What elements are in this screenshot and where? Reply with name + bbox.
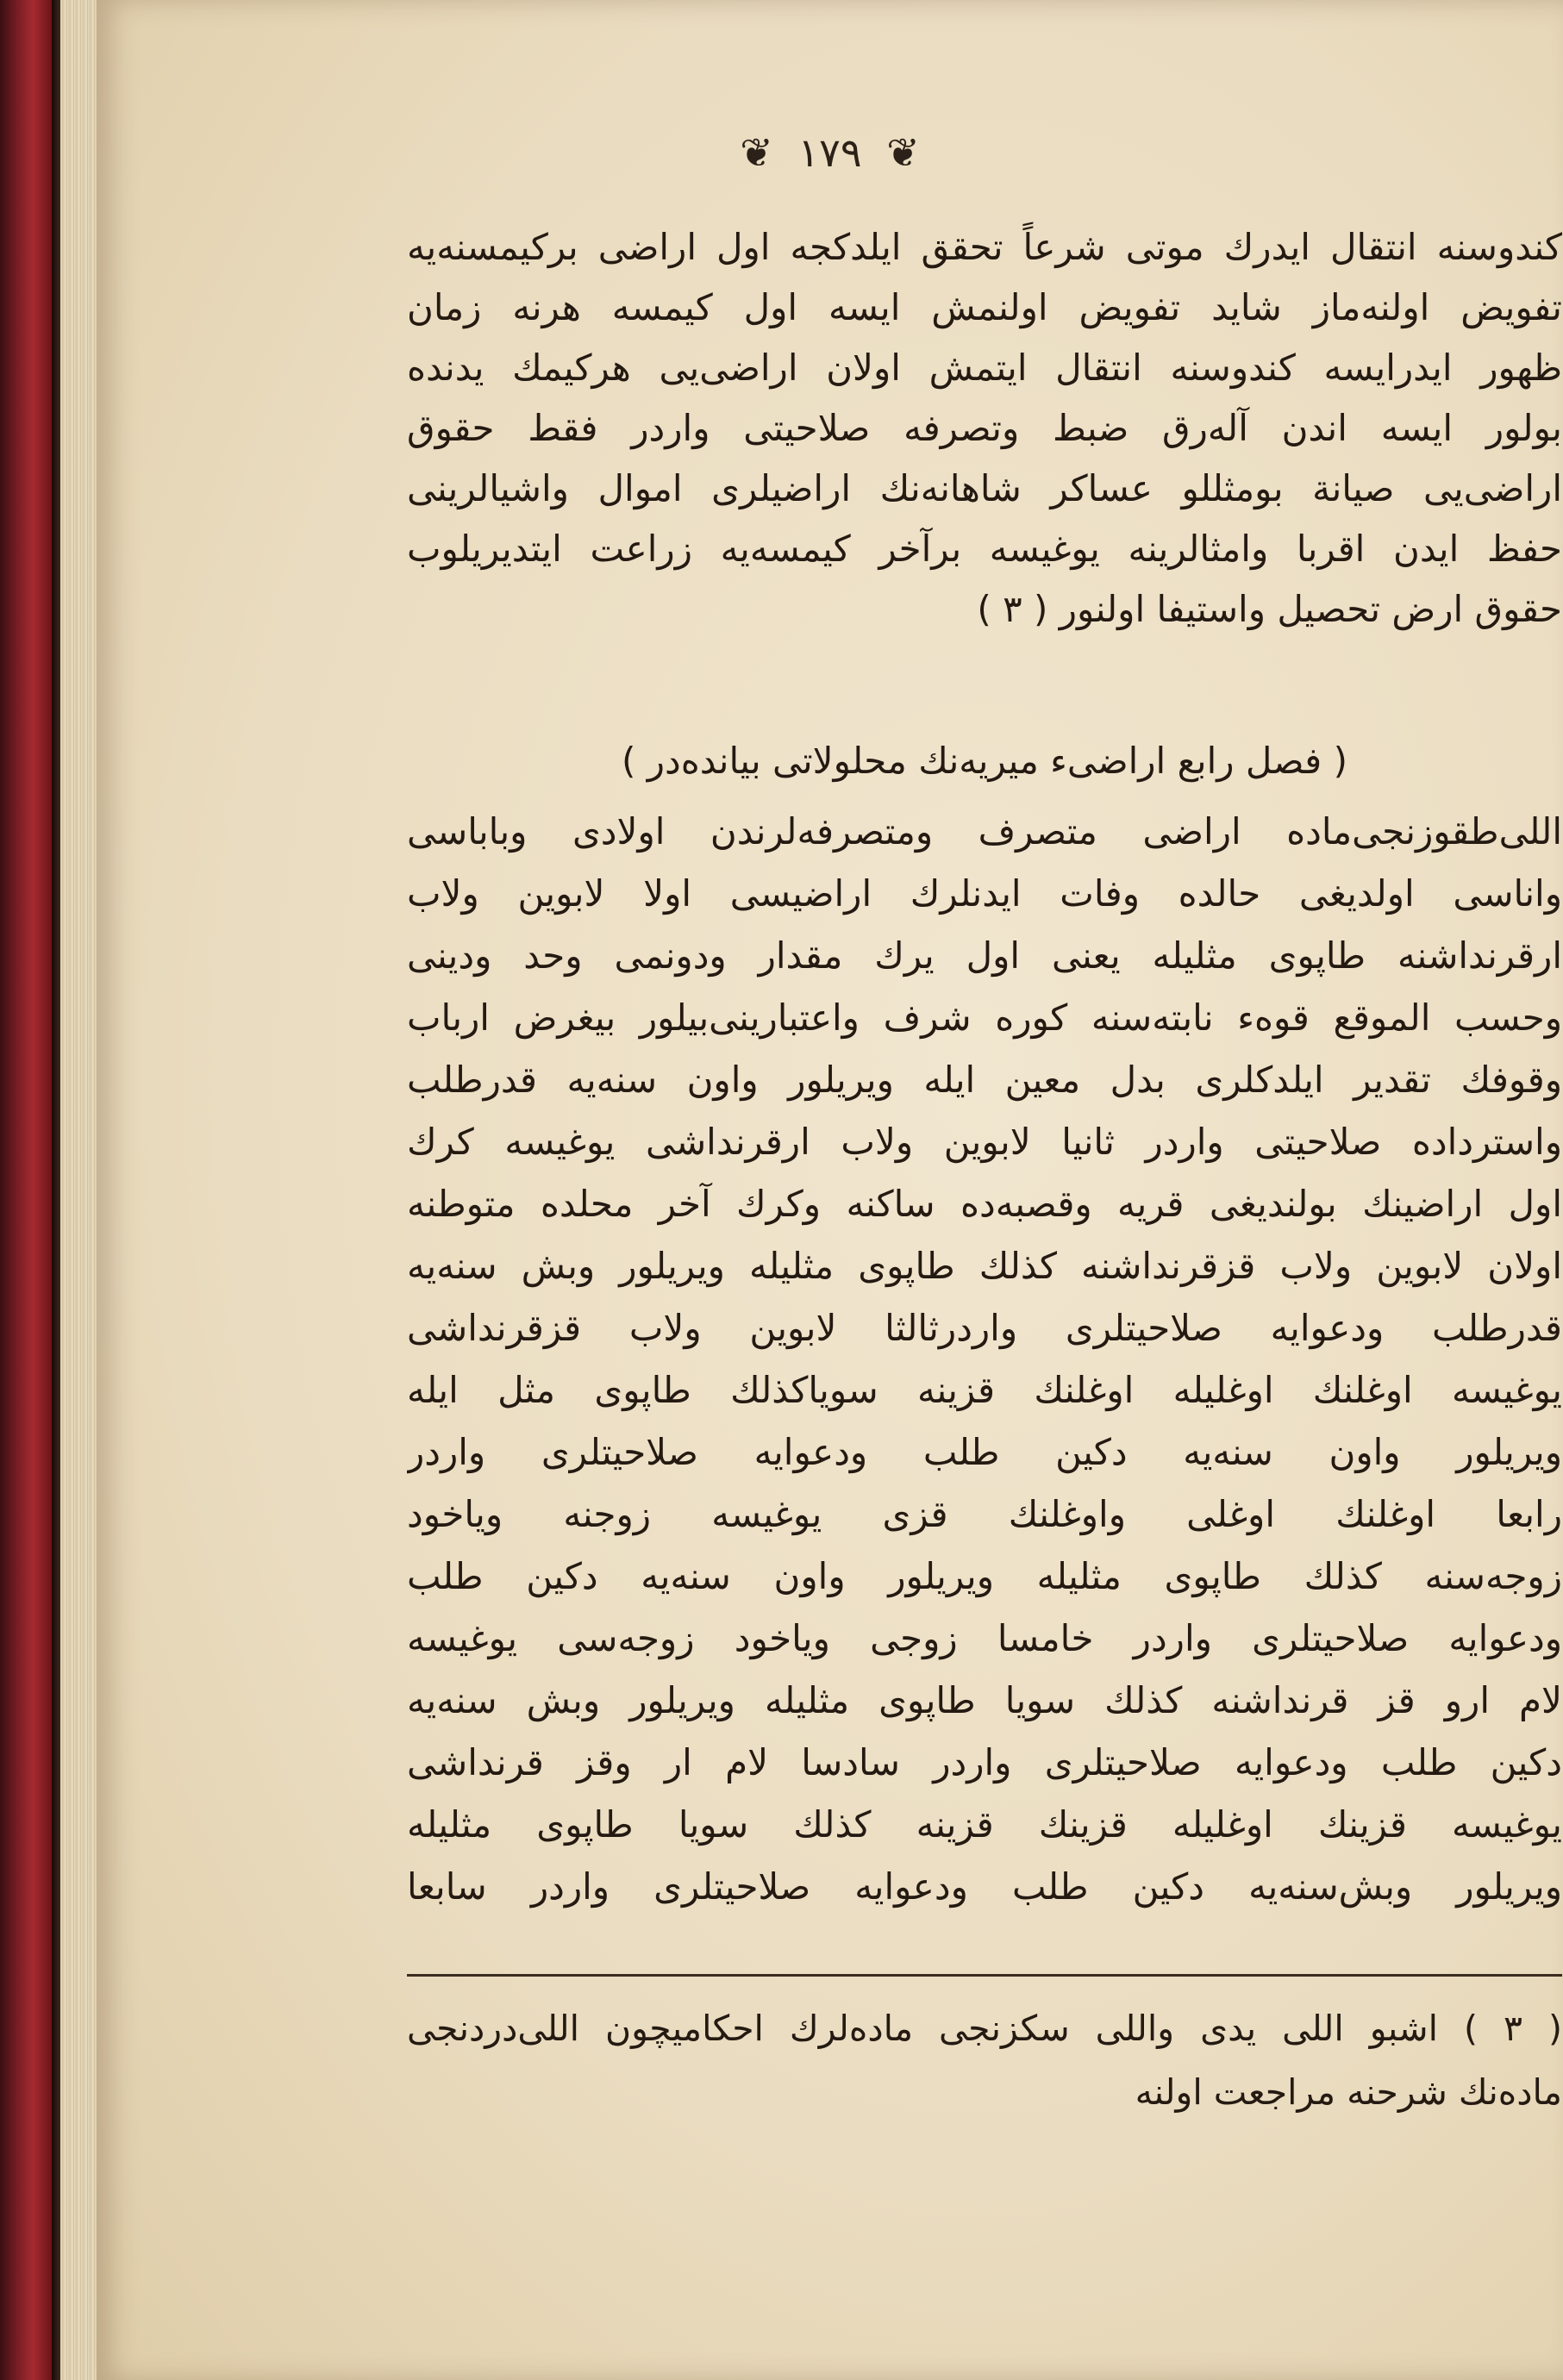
footnote-line: ماده‌نك شرحنه مراجعت اولنه: [1135, 2071, 1562, 2113]
text-line: ودعوایه صلاحیتلری واردر خامسا زوجی ویاخود زوجه‌سی یوغیسه: [407, 1617, 1562, 1659]
footnote-line: ( ٣ ) اشبو اللی یدی واللی سکزنجی ماده‌لرك احکامیچون اللی‌دردنجی: [407, 2008, 1562, 2049]
page-edges: [60, 0, 99, 2380]
text-line: لام ارو قز قرنداشنه کذلك سویا طاپوی مثلیله ویریلور وبش سنه‌یه: [407, 1679, 1562, 1721]
chapter-heading: ( فصل رابع اراضیء میریه‌نك محلولاتی بیانده‌در ): [622, 740, 1347, 782]
text-line: واسترداده صلاحیتی واردر ثانیا لابوین ولاب ارقرنداشی یوغیسه کرك: [407, 1121, 1562, 1163]
left-ornament-icon: ❦: [886, 129, 920, 176]
footnote-divider: [407, 1974, 1562, 1977]
text-line: زوجه‌سنه کذلك طاپوی مثلیله ویریلور واون سنه‌یه دکین طلب: [407, 1555, 1562, 1597]
text-line: ارقرنداشنه طاپوی مثلیله یعنی اول یرك مقدار ودونمی وحد ودینی: [407, 934, 1562, 977]
text-line: دکین طلب ودعوایه صلاحیتلری واردر سادسا لام ار وقز قرنداشی: [407, 1741, 1562, 1783]
text-line: واناسی اولدیغی حالده وفات ایدنلرك اراضیسی اولا لابوین ولاب: [407, 872, 1562, 915]
text-line: حفظ ایدن اقربا وامثالرینه یوغیسه برآخر کیمسه‌یه زراعت ایتدیریلوب: [407, 528, 1562, 570]
text-line: یوغیسه قزینك اوغلیله قزینك قزینه کذلك سویا طاپوی مثلیله: [407, 1803, 1562, 1846]
page-header: [97, 129, 1563, 176]
text-line: اول اراضینك بولندیغی قریه وقصبه‌ده ساکنه وکرك آخر محلده متوطنه: [407, 1183, 1562, 1225]
text-line: وحسب الموقع قوهء نابته‌سنه کوره شرف واعتبارینی‌بیلور بیغرض ارباب: [407, 996, 1562, 1039]
text-line: اولان لابوین ولاب قزقرنداشنه کذلك طاپوی مثلیله ویریلور وبش سنه‌یه: [407, 1245, 1562, 1287]
text-line: رابعا اوغلنك اوغلی واوغلنك قزی یوغیسه زوجنه ویاخود: [407, 1493, 1562, 1535]
page-number: ١٧٩: [797, 129, 862, 176]
text-line: اراضی‌یی صیانة بومثللو عساکر شاهانه‌نك اراضیلری اموال واشیالرینی: [407, 467, 1562, 509]
text-line: ویریلور وبش‌سنه‌یه دکین طلب ودعوایه صلاحیتلری واردر سابعا: [407, 1865, 1562, 1908]
right-ornament-icon: ❦: [740, 129, 773, 176]
text-line: وقوفك تقدیر ایلدکلری بدل معین ایله ویریلور واون سنه‌یه قدرطلب: [407, 1059, 1562, 1101]
text-line: تفویض اولنه‌ماز شاید تفویض اولنمش ایسه اول کیمسه هرنه زمان: [407, 286, 1562, 328]
text-line: حقوق ارض تحصیل واستیفا اولنور ( ٣ ): [977, 588, 1562, 630]
book-binding: [0, 0, 60, 2380]
text-line: ظهور ایدرایسه کندوسنه انتقال ایتمش اولان اراضی‌یی هرکیمك یدنده: [407, 347, 1562, 389]
text-line: یوغیسه اوغلنك اوغلیله اوغلنك قزینه سویاکذلك طاپوی مثل ایله: [407, 1369, 1562, 1411]
text-line: قدرطلب ودعوایه صلاحیتلری واردرثالثا لابوین ولاب قزقرنداشی: [407, 1307, 1562, 1349]
text-line: ویریلور واون سنه‌یه دکین طلب ودعوایه صلاحیتلری واردر: [407, 1431, 1562, 1473]
text-line: اللی‌طقوزنجی‌ماده اراضی متصرف ومتصرفه‌لرندن اولادی وباباسی: [407, 810, 1562, 853]
text-line: بولور ایسه اندن آله‌رق ضبط وتصرفه صلاحیتی واردر فقط حقوق: [407, 407, 1562, 449]
text-line: کندوسنه انتقال ایدرك موتی شرعاً تحقق ایلدکجه اول اراضی برکیمسنه‌یه: [407, 226, 1562, 268]
book-page: [97, 0, 1563, 2380]
